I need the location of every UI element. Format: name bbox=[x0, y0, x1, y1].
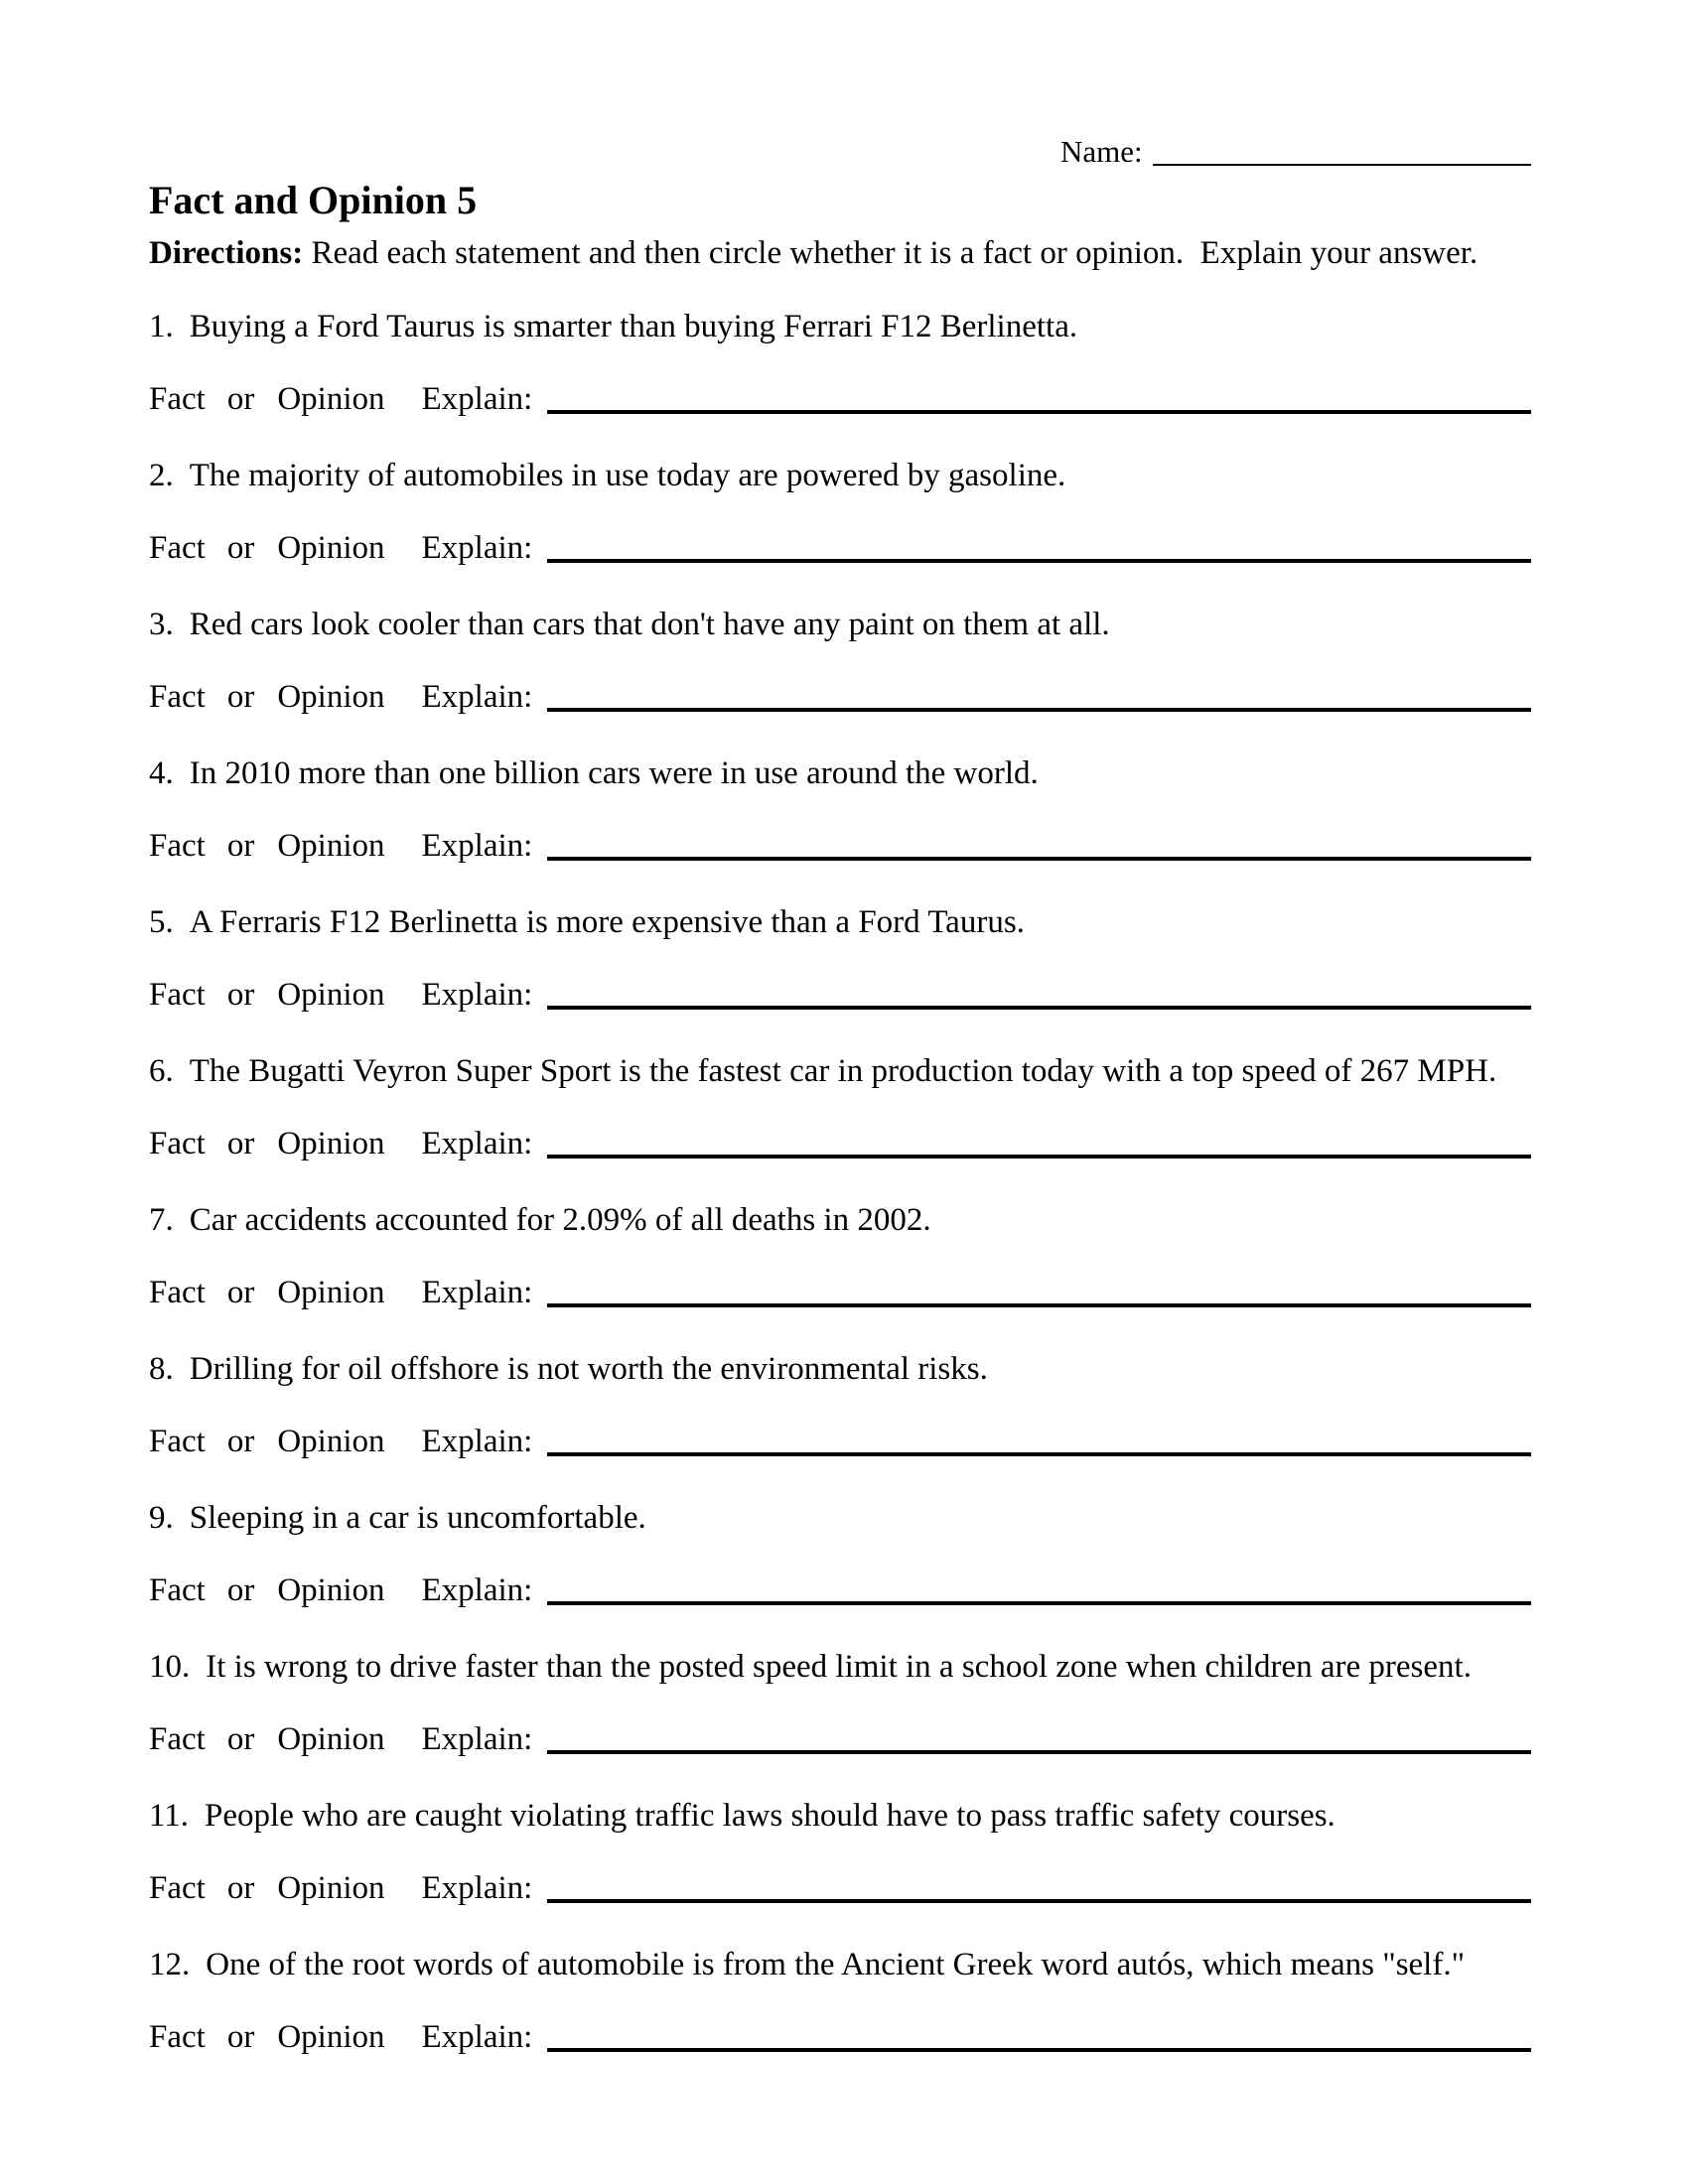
explain-label: Explain: bbox=[421, 977, 533, 1013]
worksheet-item bbox=[149, 1945, 1531, 2057]
opinion-choice[interactable]: Opinion bbox=[277, 1572, 385, 1608]
item-number: 3. bbox=[149, 607, 174, 642]
explain-label: Explain: bbox=[421, 1126, 533, 1161]
answer-row bbox=[149, 677, 1531, 717]
item-number: 7. bbox=[149, 1202, 174, 1238]
item-statement: The majority of automobiles in use today are powered by gasoline. bbox=[189, 458, 1066, 493]
explain-blank-line[interactable] bbox=[547, 1871, 1531, 1903]
name-blank-line[interactable] bbox=[1153, 138, 1531, 166]
directions-label: Directions: bbox=[149, 235, 304, 271]
item-statement-row bbox=[149, 1200, 1531, 1240]
worksheet-item bbox=[149, 605, 1531, 717]
explain-blank-line[interactable] bbox=[547, 1722, 1531, 1754]
explain-blank-line[interactable] bbox=[547, 829, 1531, 861]
worksheet-item bbox=[149, 456, 1531, 568]
item-statement: People who are caught violating traffic laws should have to pass traffic safety courses. bbox=[205, 1798, 1336, 1834]
opinion-choice[interactable]: Opinion bbox=[277, 381, 385, 417]
item-statement-row bbox=[149, 605, 1531, 644]
or-label: or bbox=[226, 530, 255, 566]
explain-label: Explain: bbox=[421, 1424, 533, 1459]
opinion-choice[interactable]: Opinion bbox=[277, 2019, 385, 2055]
worksheet-item bbox=[149, 1051, 1531, 1163]
or-label: or bbox=[226, 977, 255, 1013]
explain-blank-line[interactable] bbox=[547, 2020, 1531, 2052]
answer-row bbox=[149, 975, 1531, 1015]
name-label: Name: bbox=[1060, 134, 1143, 169]
fact-choice[interactable]: Fact bbox=[149, 2019, 206, 2055]
or-label: or bbox=[226, 2019, 255, 2055]
fact-choice[interactable]: Fact bbox=[149, 1126, 206, 1161]
fact-choice[interactable]: Fact bbox=[149, 1275, 206, 1310]
or-label: or bbox=[226, 1572, 255, 1608]
explain-blank-line[interactable] bbox=[547, 531, 1531, 563]
or-label: or bbox=[226, 828, 255, 864]
answer-row bbox=[149, 528, 1531, 568]
explain-label: Explain: bbox=[421, 381, 533, 417]
fact-choice[interactable]: Fact bbox=[149, 828, 206, 864]
opinion-choice[interactable]: Opinion bbox=[277, 977, 385, 1013]
or-label: or bbox=[226, 1424, 255, 1459]
opinion-choice[interactable]: Opinion bbox=[277, 679, 385, 715]
fact-choice[interactable]: Fact bbox=[149, 1572, 206, 1608]
fact-choice[interactable]: Fact bbox=[149, 679, 206, 715]
explain-label: Explain: bbox=[421, 828, 533, 864]
item-number: 11. bbox=[149, 1798, 190, 1834]
answer-row bbox=[149, 1570, 1531, 1610]
item-number: 5. bbox=[149, 904, 174, 940]
explain-label: Explain: bbox=[421, 530, 533, 566]
answer-row bbox=[149, 379, 1531, 419]
item-statement-row bbox=[149, 307, 1531, 346]
item-number: 6. bbox=[149, 1053, 174, 1089]
explain-blank-line[interactable] bbox=[547, 382, 1531, 414]
worksheet-item bbox=[149, 307, 1531, 419]
item-number: 10. bbox=[149, 1649, 191, 1685]
worksheet-item bbox=[149, 753, 1531, 866]
item-statement: A Ferraris F12 Berlinetta is more expensive than a Ford Taurus. bbox=[189, 904, 1025, 940]
explain-blank-line[interactable] bbox=[547, 1425, 1531, 1456]
fact-choice[interactable]: Fact bbox=[149, 1424, 206, 1459]
explain-label: Explain: bbox=[421, 1572, 533, 1608]
item-statement: Red cars look cooler than cars that don't have any paint on them at all. bbox=[189, 607, 1110, 642]
explain-blank-line[interactable] bbox=[547, 1276, 1531, 1307]
opinion-choice[interactable]: Opinion bbox=[277, 828, 385, 864]
explain-label: Explain: bbox=[421, 1721, 533, 1757]
item-statement-row bbox=[149, 753, 1531, 793]
item-statement: Drilling for oil offshore is not worth the environmental risks. bbox=[189, 1351, 988, 1387]
explain-blank-line[interactable] bbox=[547, 680, 1531, 712]
item-number: 1. bbox=[149, 309, 174, 344]
opinion-choice[interactable]: Opinion bbox=[277, 1275, 385, 1310]
explain-label: Explain: bbox=[421, 2019, 533, 2055]
opinion-choice[interactable]: Opinion bbox=[277, 530, 385, 566]
item-statement-row bbox=[149, 1051, 1531, 1091]
explain-label: Explain: bbox=[421, 1870, 533, 1906]
fact-choice[interactable]: Fact bbox=[149, 1721, 206, 1757]
opinion-choice[interactable]: Opinion bbox=[277, 1126, 385, 1161]
item-statement: It is wrong to drive faster than the posted speed limit in a school zone when children are present. bbox=[206, 1649, 1472, 1685]
answer-row bbox=[149, 1124, 1531, 1163]
or-label: or bbox=[226, 1870, 255, 1906]
opinion-choice[interactable]: Opinion bbox=[277, 1424, 385, 1459]
fact-choice[interactable]: Fact bbox=[149, 530, 206, 566]
item-statement-row bbox=[149, 456, 1531, 495]
fact-choice[interactable]: Fact bbox=[149, 977, 206, 1013]
or-label: or bbox=[226, 679, 255, 715]
item-statement-row bbox=[149, 1349, 1531, 1389]
item-statement: Sleeping in a car is uncomfortable. bbox=[189, 1500, 646, 1536]
explain-blank-line[interactable] bbox=[547, 1573, 1531, 1605]
item-number: 8. bbox=[149, 1351, 174, 1387]
item-statement: In 2010 more than one billion cars were in use around the world. bbox=[189, 755, 1039, 791]
answer-row bbox=[149, 826, 1531, 866]
directions bbox=[149, 233, 1531, 273]
opinion-choice[interactable]: Opinion bbox=[277, 1721, 385, 1757]
item-number: 9. bbox=[149, 1500, 174, 1536]
item-statement-row bbox=[149, 902, 1531, 942]
explain-blank-line[interactable] bbox=[547, 978, 1531, 1010]
item-statement-row bbox=[149, 1498, 1531, 1538]
answer-row bbox=[149, 1422, 1531, 1461]
fact-choice[interactable]: Fact bbox=[149, 1870, 206, 1906]
item-statement: One of the root words of automobile is from the Ancient Greek word autós, which means "self." bbox=[206, 1947, 1466, 1982]
item-statement-row bbox=[149, 1945, 1531, 1984]
or-label: or bbox=[226, 1721, 255, 1757]
item-number: 4. bbox=[149, 755, 174, 791]
worksheet-item bbox=[149, 1796, 1531, 1908]
page-title: Fact and Opinion 5 bbox=[149, 178, 478, 222]
worksheet-item bbox=[149, 1647, 1531, 1759]
or-label: or bbox=[226, 1126, 255, 1161]
worksheet-item bbox=[149, 1498, 1531, 1610]
worksheet-items bbox=[149, 307, 1531, 2057]
fact-choice[interactable]: Fact bbox=[149, 381, 206, 417]
opinion-choice[interactable]: Opinion bbox=[277, 1870, 385, 1906]
answer-row bbox=[149, 1719, 1531, 1759]
item-number: 2. bbox=[149, 458, 174, 493]
item-statement-row bbox=[149, 1796, 1531, 1836]
worksheet-item bbox=[149, 902, 1531, 1015]
worksheet-item bbox=[149, 1200, 1531, 1312]
or-label: or bbox=[226, 1275, 255, 1310]
answer-row bbox=[149, 2017, 1531, 2057]
item-statement: Buying a Ford Taurus is smarter than buying Ferrari F12 Berlinetta. bbox=[189, 309, 1078, 344]
name-row bbox=[1060, 134, 1531, 170]
explain-label: Explain: bbox=[421, 679, 533, 715]
or-label: or bbox=[226, 381, 255, 417]
answer-row bbox=[149, 1868, 1531, 1908]
answer-row bbox=[149, 1273, 1531, 1312]
item-number: 12. bbox=[149, 1947, 191, 1982]
directions-text: Read each statement and then circle whether it is a fact or opinion. Explain your answer. bbox=[303, 235, 1478, 271]
explain-blank-line[interactable] bbox=[547, 1127, 1531, 1159]
worksheet-item bbox=[149, 1349, 1531, 1461]
item-statement-row bbox=[149, 1647, 1531, 1687]
item-statement: The Bugatti Veyron Super Sport is the fastest car in production today with a top speed of 267 MPH. bbox=[189, 1053, 1497, 1089]
explain-label: Explain: bbox=[421, 1275, 533, 1310]
item-statement: Car accidents accounted for 2.09% of all deaths in 2002. bbox=[189, 1202, 931, 1238]
